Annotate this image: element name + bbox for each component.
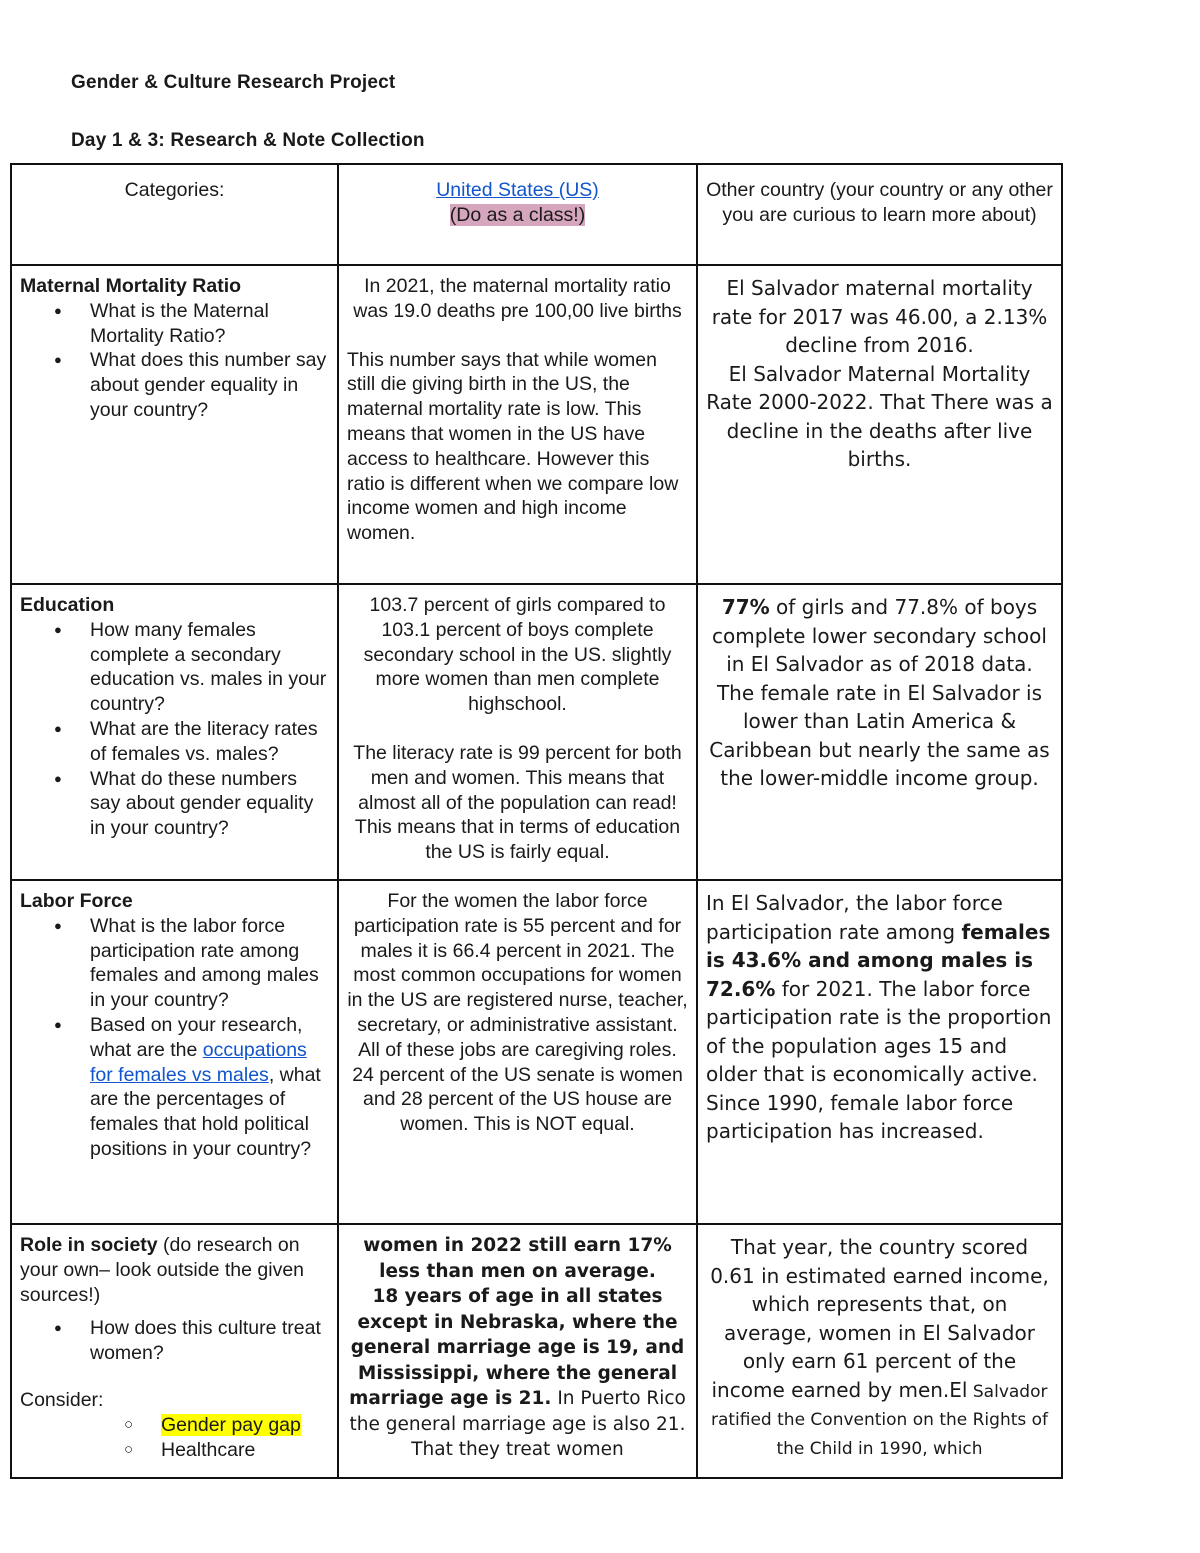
category-cell [11,265,338,584]
category-title: Education [20,594,115,616]
us-fact: 103.7 percent of girls compared to 103.1 percent of boys complete secondary school in the US. slightly more women than men complete highschool. [363,594,672,716]
table-row [11,265,1062,584]
consider-list [20,1413,329,1463]
question-item [90,1013,329,1162]
table-header-row [11,164,1062,265]
question-item: ● What do these numbers say about gender equality in your country? [90,767,329,841]
question-text: Based on your research, what are the [90,1013,303,1061]
other-text: That year, the country scored 0.61 in estimated earned income, which represents that, on average, women in El Salvador only earn 61 percent of the income earned by men.El [710,1235,1049,1402]
header-us [338,164,697,265]
other-cell [697,584,1062,880]
other-text: for 2021. The labor force participation rate is the proportion of the population ages 15 and older that is economically active. Since 1990, female labor force participation has increased. [706,976,1052,1143]
other-text-small: Salvador ratified the Convention on the Rights of the Child in 1990, which [710,1381,1049,1459]
us-fact: In 2021, the maternal mortality ratio was 19.0 deaths pre 100,00 live births [353,275,682,322]
category-title: Maternal Mortality Ratio [20,275,242,297]
question-item: ● What is the labor force participation rate among females and among males in your country? [90,914,329,1013]
header-categories-label: Categories: [124,179,225,201]
us-cell [338,584,697,880]
category-cell [11,584,338,880]
category-note: (do research on your own– look outside the given sources!) [20,1234,305,1306]
question-item: ● What does this number say about gender equality in your country? [90,348,329,422]
us-analysis: This number says that while women still die giving birth in the US, the maternal mortality rate is low. This means that women in the US have access to healthcare. However this ratio is different when we compare low income women and high income women. [347,348,679,545]
document-title: Gender & Culture Research Project [71,72,396,93]
other-highlight-value: females is 43.6% and among males is 72.6% [706,919,1051,1001]
gender-pay-gap-highlight: Gender pay gap [161,1413,301,1436]
other-cell [697,265,1062,584]
question-item: ● What are the literacy rates of females vs. males? [90,717,329,767]
category-title: Labor Force [20,890,133,912]
us-fact-bold: women in 2022 still earn 17% less than men on average. [363,1235,672,1282]
question-item: ● How does this culture treat women? [90,1316,329,1366]
consider-item: ○ Healthcare [161,1438,329,1463]
category-title: Role in society [20,1234,158,1256]
occupations-link[interactable]: occupations for females vs males [90,1038,307,1086]
question-list [20,914,329,1162]
question-list [20,299,329,423]
question-item: ● How many females complete a secondary education vs. males in your country? [90,618,329,717]
category-cell [11,880,338,1224]
question-list [20,618,329,841]
us-fact-bold: 18 years of age in all states except in Nebraska, where the general marriage age is 19, and Mississippi, where the general marriage age is 21. [349,1286,685,1409]
us-analysis: The literacy rate is 99 percent for both men and women. This means that almost all of the population can read! This means that in terms of education the US is fairly equal. [353,741,682,864]
other-text: In El Salvador, the labor force participation rate among [706,891,1003,944]
consider-label: Consider: [20,1388,104,1411]
consider-item [161,1413,329,1438]
question-list [20,1316,329,1366]
other-text: of girls and 77.8% of boys complete lower secondary school in El Salvador as of 2018 data. The female rate in El Salvador is lower than Latin America & Caribbean but nearly the same as the lower-middle income group. [709,595,1050,790]
us-link[interactable]: United States (US) [436,179,599,201]
us-cell [338,1224,697,1478]
table-row [11,584,1062,880]
header-categories [11,164,338,265]
us-cell [338,265,697,584]
table-row [11,1224,1062,1478]
other-cell [697,1224,1062,1478]
us-text: In Puerto Rico the general marriage age is also 21. That they treat women [349,1388,686,1460]
class-note-highlight: (Do as a class!) [449,203,586,226]
other-highlight-value: 77% [721,595,770,619]
us-fact: For the women the labor force participation rate is 55 percent and for males it is 66.4 percent in 2021. The most common occupations for women in the US are registered nurse, teacher, secretary, or administrative assistant. All of these jobs are caregiving roles. 24 percent of the US senate is women and 28 percent of the US house are women. This is NOT equal. [347,890,688,1136]
document-subtitle: Day 1 & 3: Research & Note Collection [71,130,425,151]
other-cell [697,880,1062,1224]
research-table [10,163,1063,1479]
table-row [11,880,1062,1224]
other-analysis: El Salvador Maternal Mortality Rate 2000-2022. That There was a decline in the deaths after live births. [706,361,1053,471]
other-fact: El Salvador maternal mortality rate for 2017 was 46.00, a 2.13% decline from 2016. [711,276,1048,357]
category-cell [11,1224,338,1478]
us-cell [338,880,697,1224]
question-text: , what are the percentages of females that hold political positions in your country? [90,1063,321,1160]
header-other-country [697,164,1062,265]
header-other-label: Other country (your country or any other you are curious to learn more about) [706,179,1053,226]
question-item: ● What is the Maternal Mortality Ratio? [90,299,329,349]
